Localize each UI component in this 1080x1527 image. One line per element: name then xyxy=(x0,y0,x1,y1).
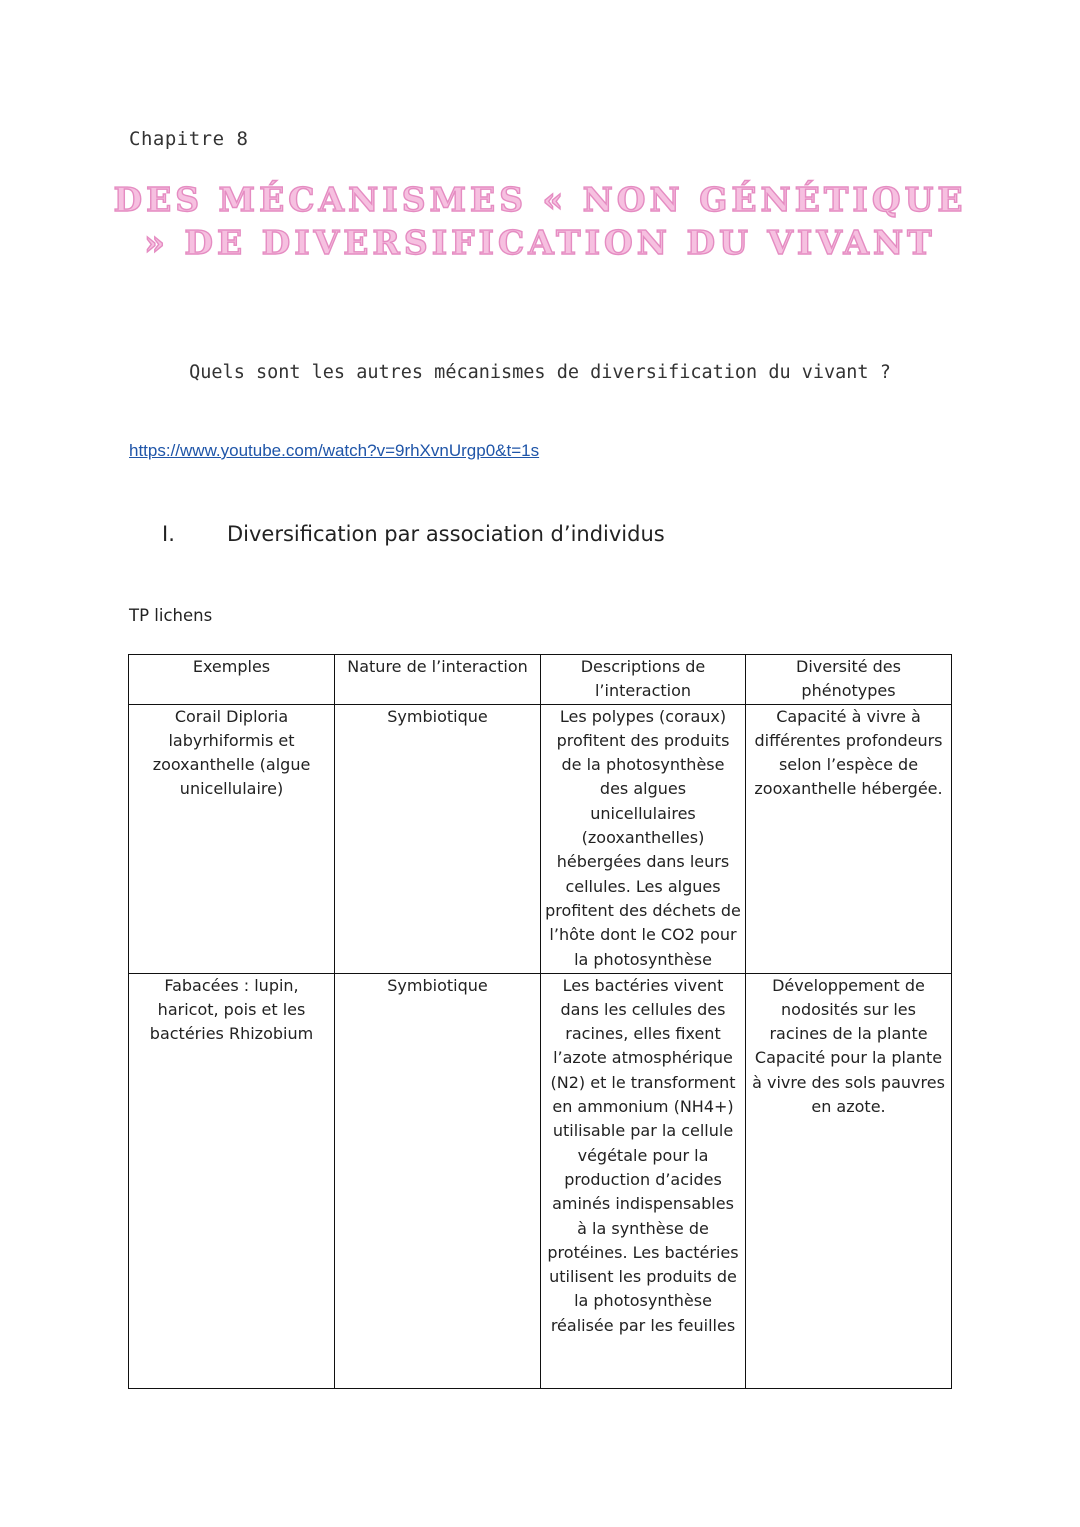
guiding-question: Quels sont les autres mécanismes de diversification du vivant ? xyxy=(189,362,891,383)
table-row xyxy=(129,704,952,973)
table-row xyxy=(129,973,952,1388)
cell-description: Les polypes (coraux) profitent des produits de la photosynthèse des algues unicellulaires (zooxanthelles) hébergées dans leurs cellules. Les algues profitent des déchets de l’hôte dont le CO2 pour la photosynthèse xyxy=(541,704,746,973)
section-heading xyxy=(162,522,665,546)
cell-nature: Symbiotique xyxy=(335,973,541,1388)
header-description: Descriptions de l’interaction xyxy=(541,655,746,705)
interactions-table xyxy=(128,654,952,1389)
cell-example: Corail Diploria labyrhiformis et zooxanthelle (algue unicellulaire) xyxy=(129,704,335,973)
table-header-row xyxy=(129,655,952,705)
tp-label: TP lichens xyxy=(129,606,213,625)
cell-diversity: Capacité à vivre à différentes profondeurs selon l’espèce de zooxanthelle hébergée. xyxy=(746,704,952,973)
video-link[interactable]: https://www.youtube.com/watch?v=9rhXvnUrgp0&t=1s xyxy=(129,441,540,460)
page-title: DES MÉCANISMES « NON GÉNÉTIQUE » DE DIVERSIFICATION DU VIVANT xyxy=(113,180,967,262)
header-examples: Exemples xyxy=(129,655,335,705)
cell-description: Les bactéries vivent dans les cellules des racines, elles fixent l’azote atmosphérique (N2) et le transforment en ammonium (NH4+) utilisable par la cellule végétale pour la production d’acides aminés indispensables à la synthèse de protéines. Les bactéries utilisent les produits de la photosynthèse réalisée par les feuilles xyxy=(541,973,746,1388)
cell-example: Fabacées : lupin, haricot, pois et les bactéries Rhizobium xyxy=(129,973,335,1388)
cell-nature: Symbiotique xyxy=(335,704,541,973)
chapter-label: Chapitre 8 xyxy=(129,128,249,150)
section-number: I. xyxy=(162,522,175,546)
header-diversity: Diversité des phénotypes xyxy=(746,655,952,705)
header-nature: Nature de l’interaction xyxy=(335,655,541,705)
cell-diversity: Développement de nodosités sur les racines de la plante Capacité pour la plante à vivre des sols pauvres en azote. xyxy=(746,973,952,1388)
section-title: Diversification par association d’individus xyxy=(227,522,665,546)
